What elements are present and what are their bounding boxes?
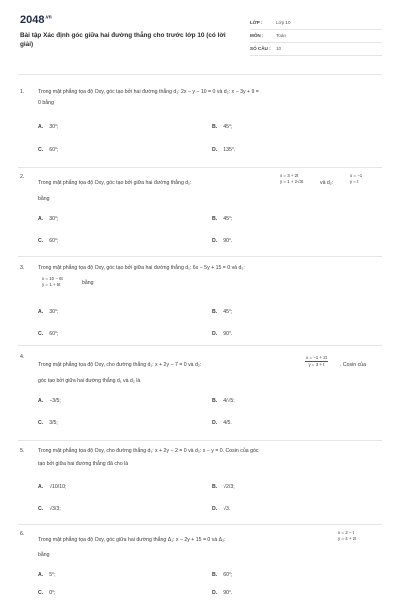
meta-value: Toán (276, 33, 286, 38)
question-text: Trong mặt phẳng tọa độ Oxy, góc tạo bởi hai đường thẳng d₁: 2x − y − 10 = 0 và d₂: x − 3y + 9 = (38, 89, 259, 95)
divider (18, 167, 382, 168)
question-6 (20, 532, 382, 600)
question-text: Trong mặt phẳng tọa độ Oxy, góc tạo bởi giữa hai đường thẳng d₁: (38, 180, 192, 186)
document-header (20, 14, 382, 60)
question-1 (20, 89, 382, 164)
question-text-mid: và d₂: (320, 180, 334, 186)
option-b[interactable]: B. 45°; (212, 124, 233, 130)
site-logo[interactable] (20, 14, 52, 26)
option-a[interactable]: A. √10/10; (38, 484, 67, 490)
meta-row-subject (250, 30, 382, 43)
option-c[interactable]: C. 60°; (38, 238, 59, 244)
meta-value: Lớp 10 (276, 20, 291, 25)
logo-suffix: .vn (44, 14, 52, 21)
option-d[interactable]: D. 90°. (212, 331, 233, 337)
question-text-continued: bằng (38, 552, 50, 558)
question-number: 1. (20, 89, 25, 95)
question-text-continued: tạo bởi giữa hai đường thẳng đã cho là (38, 461, 129, 467)
question-4 (20, 356, 382, 438)
question-text: Trong mặt phẳng tọa độ Oxy, cho đường thẳng d₁: x + 2y − 2 = 0 và d₂: x − y = 0. Cosin của góc (38, 448, 259, 454)
divider (18, 524, 382, 525)
question-number: 6. (20, 531, 25, 537)
option-a[interactable]: A. −3/5; (38, 398, 61, 404)
meta-key: SỐ CÂU : (250, 46, 271, 51)
meta-row-grade (250, 17, 382, 30)
question-number: 5. (20, 448, 25, 454)
option-d[interactable]: D. 90°. (212, 238, 233, 244)
question-text-continued: 0 bằng (38, 100, 54, 106)
option-c[interactable]: C. 3/5; (38, 420, 58, 426)
option-a[interactable]: A. 30°; (38, 216, 59, 222)
page-title: Bài tập Xác định góc giữa hai đường thẳng cho trước lớp 10 (có lời giải) (20, 32, 226, 48)
option-d[interactable]: D. 90°. (212, 590, 233, 596)
question-number: 3. (20, 265, 25, 271)
option-c[interactable]: C. √3/3; (38, 506, 61, 512)
question-2 (20, 173, 382, 256)
meta-key: MÔN : (250, 33, 264, 38)
option-c[interactable]: C. 0°; (38, 590, 56, 596)
option-a[interactable]: A. 30°; (38, 124, 59, 130)
question-5 (20, 448, 382, 524)
option-c[interactable]: C. 60°; (38, 147, 59, 153)
question-text: Trong mặt phẳng tọa độ Oxy, góc giữa hai đường thẳng Δ₁: x − 2y + 15 = 0 và Δ₂: (38, 537, 226, 543)
option-c[interactable]: C. 60°; (38, 331, 59, 337)
divider (18, 256, 382, 257)
divider (18, 440, 382, 441)
option-b[interactable]: B. 45°; (212, 216, 233, 222)
meta-key: LỚP : (250, 20, 263, 25)
option-a[interactable]: A. 30°; (38, 309, 59, 315)
option-b[interactable]: B. 4/√5; (212, 398, 235, 404)
option-b[interactable]: B. √2/3; (212, 484, 235, 490)
system-d2: x = 10 − 6t y = 1 + 5t (42, 276, 63, 287)
system-d2: $\frac{x = -1 + 2t}{y = 3 + t}$ (306, 355, 327, 367)
question-text: Trong mặt phẳng tọa độ Oxy, góc tạo bởi giữa hai đường thẳng d₁: 6x − 5y + 15 = 0 và d₂: (38, 265, 245, 271)
option-b[interactable]: B. 60°; (212, 572, 233, 578)
option-d[interactable]: D. 135°. (212, 147, 236, 153)
question-number: 4. (20, 354, 25, 360)
system-d1: x = 3 + 2t y = 1 + 2√3t (280, 173, 304, 184)
divider (18, 74, 382, 75)
question-text-continued: góc tạo bởi giữa hai đường thẳng d₁ và d₂ là (38, 378, 141, 384)
system-d2: x = −1 y = t (350, 173, 363, 184)
question-3 (20, 265, 382, 350)
meta-row-count (250, 43, 382, 56)
question-text-tail: . Cosin của (340, 362, 366, 368)
option-d[interactable]: D. √3. (212, 506, 231, 512)
question-text: Trong mặt phẳng tọa độ Oxy, cho đường thẳng d₁: x + 2y − 7 = 0 và d₂: (38, 362, 202, 368)
question-text-continued: bằng (38, 196, 50, 202)
option-a[interactable]: A. 5°; (38, 572, 56, 578)
question-text-continued: bằng (82, 280, 94, 286)
option-d[interactable]: D. 4/5. (212, 420, 232, 426)
system-delta2: x = 2 − t y = 4 + 2t (338, 530, 357, 541)
logo-text: 2048 (20, 14, 45, 26)
meta-value: 10 (276, 46, 282, 51)
option-b[interactable]: B. 45°; (212, 309, 233, 315)
meta-table (250, 17, 382, 56)
question-number: 2. (20, 174, 25, 180)
divider (18, 345, 382, 346)
